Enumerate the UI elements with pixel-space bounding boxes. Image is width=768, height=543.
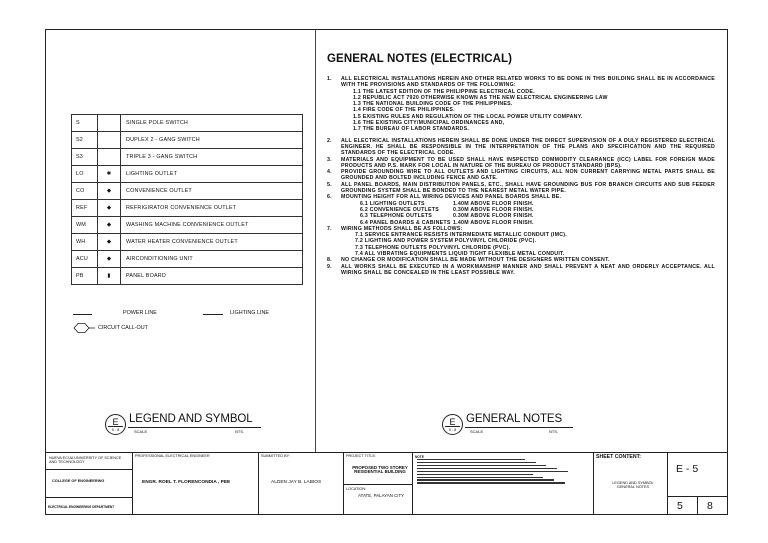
note-subitem: 7.2 LIGHTING AND POWER SYSTEM POLYVINYL CHLORIDE (PVC). [355,238,537,245]
fine-print-notes [417,457,571,513]
legend-row [72,251,303,268]
legend-row [72,183,303,200]
note-subitem: 7.1 SERVICE ENTRANCE RESISTS INTERMEDIATE METALLIC CONDUIT (IMC). [355,232,567,239]
legend-code: S2 [72,132,98,149]
legend-description: PANEL BOARD [121,268,303,285]
legend-row [72,217,303,234]
legend-code: WH [72,234,98,251]
legend-row [72,115,303,132]
height-item: 6.2 CONVENIENCE OUTLETS [360,206,439,213]
mounting-heights [327,201,715,226]
legend-row [72,132,303,149]
legend-row [72,166,303,183]
legend-row [72,200,303,217]
circuit-callout-icon [73,322,95,334]
line-legend-row [71,310,303,320]
height-item: 6.4 PANEL BOARDS & CABINETS [360,219,451,226]
sheet-id: E - 5 [676,463,699,475]
height-item: 6.3 TELEPHONE OUTLETS [360,213,433,220]
legend-code: S [72,115,98,132]
notes-callout-letter: E [449,417,456,427]
title-block-divider [45,452,728,453]
note-1-sublist [327,89,715,133]
height-value: 0.30M ABOVE FLOOR FINISH. [453,206,534,213]
project-title: PROPOSED TWO STOREY RESIDENTIAL BUILDING [352,465,408,475]
note-subitem: 1.3 THE NATIONAL BUILDING CODE OF THE PHILIPPINES. [353,101,513,108]
college-name: COLLEGE OF ENGINEERING [52,479,105,483]
sheet-content-value: LEGEND AND SYMBOL GENERAL NOTES [612,481,654,490]
note-7-sublist [327,232,715,257]
legend-description: SINGLE POLE SWITCH [121,115,303,132]
legend-description: CONVENIENCE OUTLET [121,183,303,200]
department-name: ELECTRICAL ENGINEERING DEPARTMENT [48,505,115,509]
notes-title: GENERAL NOTES (ELECTRICAL) [327,53,513,65]
university-name: NUEVA ECIJA UNIVERSITY OF SCIENCE AND TECHNOLOGY [49,456,122,465]
legend-symbol-icon [98,132,121,149]
note-subitem: 7.3 TELEPHONE OUTLETS POLYVINYL CHLORIDE (PVC). [355,244,511,251]
legend-symbol-icon: ▮ [98,268,121,285]
legend-code: S3 [72,149,98,166]
legend-row [72,268,303,285]
power-line-symbol [73,314,92,315]
note-9: 9. ALL WORKS SHALL BE EXECUTED IN A WORKMANSHIP MANNER AND SHALL PREVENT A NEAT AND ORDERLY ACCEPTANCE. ALL WIRING SHALL BE CONCEALED IN THE LEAST POSSIBLE WAY. [327,263,715,276]
location-value: ATATE, PALAYAN CITY [358,493,405,498]
project-label: PROJECT TITLE: [346,454,377,458]
power-line-label: POWER LINE [123,310,157,316]
legend-description: LIGHTING OUTLET [121,166,303,183]
circuit-callout-label: CIRCUIT CALL-OUT [98,325,148,331]
notes-callout-bubble [442,414,463,435]
legend-callout-bubble [105,414,126,435]
legend-code: PB [72,268,98,285]
legend-symbol-icon: ◆ [98,183,121,200]
note-5: 5. ALL PANEL BOARDS, MAIN DISTRIBUTION PANELS, ETC., SHALL HAVE GROUNDING BUS FOR BRANCH CIRCUITS AND SUB FEEDER GROUNDING SYSTEM SHALL BE BONDED TO THE NEAREST METAL WATER PIPE. [327,181,715,195]
note-subitem: 1.4 FIRE CODE OF THE PHILIPPINES. [353,107,455,114]
submitted-name: ALDEN JAY B. LABIOS [271,480,322,485]
height-value: 1.40M ABOVE FLOOR FINISH. [453,200,534,207]
remarks-label: NOTE [415,455,424,459]
note-1: 1. ALL ELECTRICAL INSTALLATIONS HEREIN AND OTHER RELATED WORKS TO BE DONE IN THIS BUILDING SHALL BE IN ACCORDANCE WITH THE PROVISIONS AND STANDARDS OF THE FOLLOWING: [327,76,715,89]
note-3: 3. MATERIALS AND EQUIPMENT TO BE USED SHALL HAVE INSPECTED COMMODITY CLEARANCE (ICC) LABEL FOR FOREIGN MADE PRODUCTS AND P.S. MARK FOR LOCAL IN NATURE OF THE BUREAU OF PRODUCT STANDARD (BPS). [327,156,715,169]
note-6: 6. MOUNTING HEIGHT FOR ALL WIRING DEVICES AND PANEL BOARDS SHALL BE. [327,194,562,201]
legend-description: AIRCONDITIONING UNIT [121,251,303,268]
note-subitem: 1.2 REPUBLIC ACT 7920 OTHERWISE KNOWN AS THE NEW ELECTRICAL ENGINEERING LAW [353,94,608,101]
notes-callout-sheet: 5 - 8 [448,428,457,432]
callout-legend-row [71,322,303,334]
legend-row [72,149,303,166]
submitted-label: SUBMITTED BY: [261,454,290,458]
professional-label: PROFESSIONAL ELECTRICAL ENGINEER [135,454,210,458]
general-notes [327,76,715,276]
sheet-number: 5 [677,500,683,512]
location-label: LOCATION: [346,487,367,491]
note-7: 7. WIRING METHODS SHALL BE AS FOLLOWS: [327,225,463,232]
height-item: 6.1 LIGHTING OUTLETS [360,200,425,207]
lighting-line-label: LIGHTING LINE [230,310,269,316]
notes-scale-value: NTS. [549,429,559,434]
height-value: 1.40M ABOVE FLOOR FINISH. [453,219,534,226]
legend-code: REF [72,200,98,217]
note-subitem: 1.1 THE LATEST EDITION OF THE PHILIPPINE ELECTRICAL CODE. [353,88,535,95]
professional-name: ENGR. ROEL T. FLORENCONDIA , PEE [142,480,231,485]
panel-divider [315,29,316,452]
legend-symbol-icon: ◆ [98,234,121,251]
legend-callout-sheet: 5 - 8 [111,428,120,432]
legend-description: TRIPLE 3 - GANG SWITCH [121,149,303,166]
legend-symbol-icon: ◆ [98,200,121,217]
legend-description: DUPLEX 2 - GANG SWITCH [121,132,303,149]
note-8: 8. NO CHANGE OR MODIFICATION SHALL BE MADE WITHOUT THE DESIGNERS WRITTEN CONSENT. [327,257,610,264]
sheet-total: 8 [707,500,713,512]
note-subitem: 1.6 THE EXISTING CITY/MUNICIPAL ORDINANCES AND, [353,120,505,127]
sheet-content-label: SHEET CONTENT: [596,454,641,460]
note-4: 4. PROVIDE GROUNDING WIRE TO ALL OUTLETS AND LIGHTING CIRCUITS, ALL NON CURRENT CARRYING METAL PARTS SHALL BE GROUNDED AND BOLTED INCLUDING FENCE AND GATE. [327,169,715,182]
notes-scale-label: SCALE [470,429,484,434]
height-value: 0.30M ABOVE FLOOR FINISH. [453,213,534,220]
legend-table [71,114,303,285]
legend-row [72,234,303,251]
note-2: 2. ALL ELECTRICAL INSTALLATIONS HEREIN SHALL BE DONE UNDER THE DIRECT SUPERVISION OF A DULY REGISTERED ELECTRICAL ENGINEER. HE SHALL BE RESPONSIBLE IN THE INTERPRETATION OF THE PLANS AND SPECIFICATION AND THE REQUIRED STANDARDS OF THE ELECTRICAL CODE. [327,137,715,157]
legend-description: WATER HEATER CONVENIENCE OUTLET [121,234,303,251]
legend-symbol-icon: ◆ [98,217,121,234]
note-subitem: 1.7 THE BUREAU OF LABOR STANDARDS. [353,126,470,133]
legend-symbol-icon: ✱ [98,166,121,183]
notes-callout-title: GENERAL NOTES [466,413,563,425]
legend-code: CO [72,183,98,200]
note-subitem: 1.5 EXISTING RULES AND REGULATION OF THE LOCAL POWER UTILITY COMPANY. [353,113,583,120]
legend-callout-letter: E [112,417,119,427]
legend-symbol-icon [98,149,121,166]
legend-symbol-icon: ◆ [98,251,121,268]
legend-description: REFRIGIRATOR CONVENIENCE OUTLET [121,200,303,217]
legend-symbol-icon [98,115,121,132]
note-subitem: 7.4 ALL VIBRATING EQUIPMENTS LIQUID TIGHT FLEXIBLE METAL CONDUIT. [355,251,565,258]
legend-code: LO [72,166,98,183]
legend-code: ACU [72,251,98,268]
legend-title: LEGEND AND SYMBOL [129,413,253,425]
legend-description: WASHING MACHINE CONVENIENCE OUTLET [121,217,303,234]
lighting-line-symbol [203,314,223,315]
legend-scale-value: NTS. [235,429,245,434]
legend-scale-label: SCALE [134,429,148,434]
legend-code: WM [72,217,98,234]
